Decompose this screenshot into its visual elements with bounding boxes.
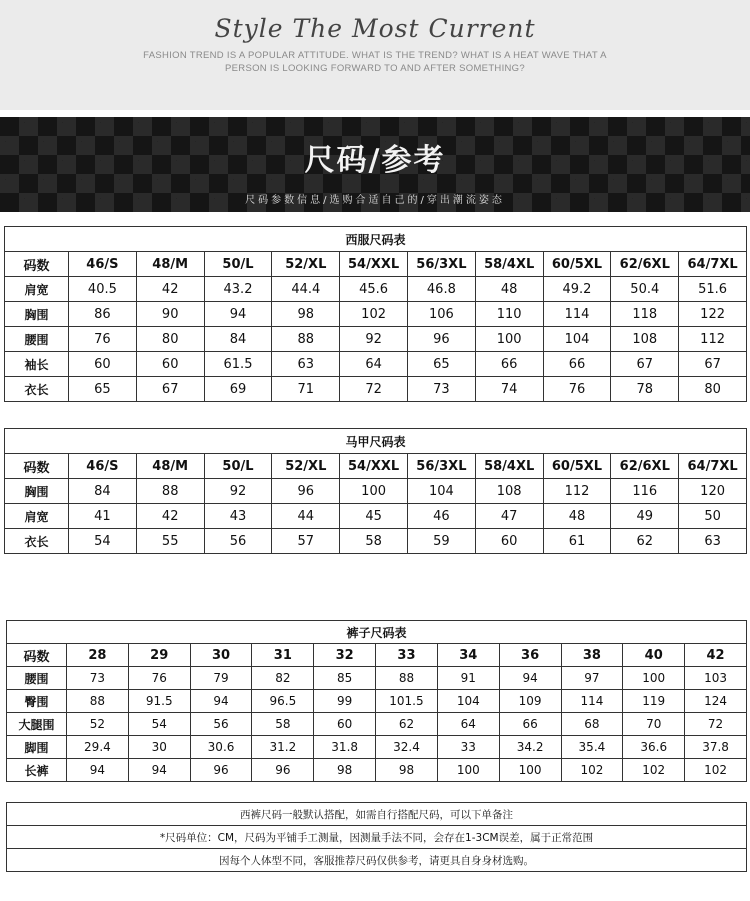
measurement-value: 102 bbox=[561, 759, 623, 782]
measurement-value: 42 bbox=[136, 504, 204, 529]
measurement-value: 84 bbox=[69, 479, 137, 504]
table-row bbox=[7, 690, 747, 713]
measurement-value: 62 bbox=[611, 529, 679, 554]
size-label-header: 码数 bbox=[5, 454, 69, 479]
measurement-value: 30 bbox=[128, 736, 190, 759]
measurement-value: 74 bbox=[475, 377, 543, 402]
measurement-value: 88 bbox=[136, 479, 204, 504]
measurement-value: 96.5 bbox=[252, 690, 314, 713]
note-text: 因每个人体型不同，客服推荐尺码仅供参考，请更具自身身材选购。 bbox=[7, 849, 747, 872]
measurement-value: 29.4 bbox=[67, 736, 129, 759]
measurement-value: 100 bbox=[499, 759, 561, 782]
measurement-label: 衣长 bbox=[5, 377, 69, 402]
measurement-value: 78 bbox=[611, 377, 679, 402]
measurement-value: 104 bbox=[543, 327, 611, 352]
size-header-cell: 48/M bbox=[136, 454, 204, 479]
size-header-cell: 64/7XL bbox=[679, 252, 747, 277]
table-row bbox=[5, 504, 747, 529]
table-row bbox=[5, 529, 747, 554]
measurement-value: 94 bbox=[67, 759, 129, 782]
measurement-value: 120 bbox=[679, 479, 747, 504]
size-header-cell: 54/XXL bbox=[340, 454, 408, 479]
measurement-label: 长裤 bbox=[7, 759, 67, 782]
measurement-value: 45 bbox=[340, 504, 408, 529]
size-header-cell: 64/7XL bbox=[679, 454, 747, 479]
measurement-value: 60 bbox=[69, 352, 137, 377]
measurement-label: 脚围 bbox=[7, 736, 67, 759]
note-text: 西裤尺码一般默认搭配，如需自行搭配尺码，可以下单备注 bbox=[7, 803, 747, 826]
script-title: Style The Most Current bbox=[214, 14, 536, 43]
measurement-value: 54 bbox=[128, 713, 190, 736]
measurement-value: 94 bbox=[128, 759, 190, 782]
measurement-label: 大腿围 bbox=[7, 713, 67, 736]
measurement-value: 72 bbox=[340, 377, 408, 402]
measurement-value: 114 bbox=[561, 690, 623, 713]
measurement-value: 60 bbox=[314, 713, 376, 736]
measurement-label: 胸围 bbox=[5, 302, 69, 327]
table-row bbox=[7, 713, 747, 736]
measurement-value: 101.5 bbox=[376, 690, 438, 713]
table-row bbox=[7, 736, 747, 759]
size-header-cell: 46/S bbox=[69, 454, 137, 479]
measurement-value: 35.4 bbox=[561, 736, 623, 759]
measurement-value: 98 bbox=[272, 302, 340, 327]
measurement-value: 58 bbox=[252, 713, 314, 736]
measurement-value: 59 bbox=[407, 529, 475, 554]
size-header-cell: 28 bbox=[67, 644, 129, 667]
size-label-header: 码数 bbox=[5, 252, 69, 277]
size-header-cell: 34 bbox=[437, 644, 499, 667]
table-row bbox=[5, 277, 747, 302]
measurement-value: 65 bbox=[407, 352, 475, 377]
measurement-value: 102 bbox=[623, 759, 685, 782]
measurement-value: 80 bbox=[136, 327, 204, 352]
measurement-value: 41 bbox=[69, 504, 137, 529]
measurement-value: 60 bbox=[136, 352, 204, 377]
table-row bbox=[7, 667, 747, 690]
measurement-value: 36.6 bbox=[623, 736, 685, 759]
size-header-cell: 58/4XL bbox=[475, 252, 543, 277]
measurement-value: 58 bbox=[340, 529, 408, 554]
measurement-value: 84 bbox=[204, 327, 272, 352]
measurement-label: 腰围 bbox=[5, 327, 69, 352]
measurement-value: 76 bbox=[69, 327, 137, 352]
table-row bbox=[7, 759, 747, 782]
size-header-cell: 30 bbox=[190, 644, 252, 667]
suit-size-table bbox=[4, 226, 747, 402]
measurement-value: 88 bbox=[376, 667, 438, 690]
measurement-value: 34.2 bbox=[499, 736, 561, 759]
size-header-cell: 46/S bbox=[69, 252, 137, 277]
measurement-label: 衣长 bbox=[5, 529, 69, 554]
size-header-cell: 40 bbox=[623, 644, 685, 667]
table-row bbox=[5, 302, 747, 327]
header-row bbox=[5, 252, 747, 277]
note-row bbox=[7, 849, 747, 872]
spacer-cell bbox=[7, 782, 747, 803]
measurement-value: 71 bbox=[272, 377, 340, 402]
measurement-value: 104 bbox=[437, 690, 499, 713]
measurement-label: 胸围 bbox=[5, 479, 69, 504]
measurement-value: 54 bbox=[69, 529, 137, 554]
measurement-value: 37.8 bbox=[685, 736, 747, 759]
size-header-cell: 31 bbox=[252, 644, 314, 667]
measurement-value: 60 bbox=[475, 529, 543, 554]
size-header-cell: 52/XL bbox=[272, 454, 340, 479]
measurement-value: 30.6 bbox=[190, 736, 252, 759]
measurement-value: 122 bbox=[679, 302, 747, 327]
measurement-value: 106 bbox=[407, 302, 475, 327]
measurement-value: 100 bbox=[623, 667, 685, 690]
note-text: *尺码单位：CM，尺码为平铺手工测量，因测量手法不同，会存在1-3CM误差，属于正常范围 bbox=[7, 826, 747, 849]
size-header-cell: 48/M bbox=[136, 252, 204, 277]
measurement-value: 44 bbox=[272, 504, 340, 529]
header-row bbox=[5, 454, 747, 479]
header-row bbox=[7, 644, 747, 667]
size-label-header: 码数 bbox=[7, 644, 67, 667]
measurement-value: 91 bbox=[437, 667, 499, 690]
measurement-value: 63 bbox=[272, 352, 340, 377]
measurement-value: 96 bbox=[407, 327, 475, 352]
measurement-value: 31.8 bbox=[314, 736, 376, 759]
measurement-value: 43.2 bbox=[204, 277, 272, 302]
banner-subtitle: 尺码参数信息/选购合适自己的/穿出潮流姿态 bbox=[245, 195, 505, 206]
measurement-value: 86 bbox=[69, 302, 137, 327]
banner-title: 尺码/参考 bbox=[304, 143, 446, 178]
measurement-value: 85 bbox=[314, 667, 376, 690]
measurement-label: 腰围 bbox=[7, 667, 67, 690]
measurement-value: 94 bbox=[204, 302, 272, 327]
measurement-value: 100 bbox=[437, 759, 499, 782]
table-title: 裤子尺码表 bbox=[7, 621, 747, 644]
size-header-cell: 60/5XL bbox=[543, 454, 611, 479]
header-section bbox=[0, 0, 750, 110]
size-header-cell: 56/3XL bbox=[407, 454, 475, 479]
measurement-value: 103 bbox=[685, 667, 747, 690]
measurement-value: 42 bbox=[136, 277, 204, 302]
table-row bbox=[5, 352, 747, 377]
size-header-cell: 33 bbox=[376, 644, 438, 667]
measurement-value: 49.2 bbox=[543, 277, 611, 302]
size-header-cell: 50/L bbox=[204, 252, 272, 277]
measurement-label: 袖长 bbox=[5, 352, 69, 377]
measurement-value: 33 bbox=[437, 736, 499, 759]
measurement-value: 109 bbox=[499, 690, 561, 713]
measurement-value: 64 bbox=[340, 352, 408, 377]
note-row bbox=[7, 826, 747, 849]
size-header-cell: 52/XL bbox=[272, 252, 340, 277]
measurement-value: 118 bbox=[611, 302, 679, 327]
tagline-line-1: FASHION TREND IS A POPULAR ATTITUDE. WHAT IS THE TREND? WHAT IS A HEAT WAVE THAT A bbox=[143, 50, 607, 61]
measurement-value: 96 bbox=[272, 479, 340, 504]
size-header-cell: 60/5XL bbox=[543, 252, 611, 277]
measurement-label: 肩宽 bbox=[5, 277, 69, 302]
size-header-cell: 62/6XL bbox=[611, 454, 679, 479]
table-title: 西服尺码表 bbox=[5, 227, 747, 252]
measurement-value: 31.2 bbox=[252, 736, 314, 759]
measurement-value: 67 bbox=[136, 377, 204, 402]
measurement-value: 63 bbox=[679, 529, 747, 554]
measurement-value: 104 bbox=[407, 479, 475, 504]
measurement-value: 46 bbox=[407, 504, 475, 529]
size-header-cell: 42 bbox=[685, 644, 747, 667]
measurement-value: 88 bbox=[272, 327, 340, 352]
measurement-label: 臀围 bbox=[7, 690, 67, 713]
measurement-value: 90 bbox=[136, 302, 204, 327]
measurement-value: 48 bbox=[543, 504, 611, 529]
measurement-value: 96 bbox=[252, 759, 314, 782]
table-title: 马甲尺码表 bbox=[5, 429, 747, 454]
measurement-value: 48 bbox=[475, 277, 543, 302]
measurement-value: 94 bbox=[499, 667, 561, 690]
pants-size-table bbox=[6, 620, 747, 872]
measurement-value: 47 bbox=[475, 504, 543, 529]
measurement-value: 61 bbox=[543, 529, 611, 554]
measurement-value: 110 bbox=[475, 302, 543, 327]
measurement-value: 70 bbox=[623, 713, 685, 736]
measurement-value: 55 bbox=[136, 529, 204, 554]
measurement-value: 108 bbox=[611, 327, 679, 352]
measurement-value: 68 bbox=[561, 713, 623, 736]
measurement-value: 102 bbox=[685, 759, 747, 782]
measurement-value: 116 bbox=[611, 479, 679, 504]
size-header-cell: 29 bbox=[128, 644, 190, 667]
table-row bbox=[5, 327, 747, 352]
measurement-value: 73 bbox=[407, 377, 475, 402]
measurement-value: 92 bbox=[204, 479, 272, 504]
measurement-value: 73 bbox=[67, 667, 129, 690]
measurement-value: 76 bbox=[543, 377, 611, 402]
measurement-value: 67 bbox=[611, 352, 679, 377]
size-header-cell: 32 bbox=[314, 644, 376, 667]
measurement-value: 43 bbox=[204, 504, 272, 529]
measurement-value: 62 bbox=[376, 713, 438, 736]
measurement-value: 112 bbox=[543, 479, 611, 504]
size-header-cell: 36 bbox=[499, 644, 561, 667]
measurement-value: 100 bbox=[475, 327, 543, 352]
measurement-value: 100 bbox=[340, 479, 408, 504]
measurement-value: 114 bbox=[543, 302, 611, 327]
measurement-value: 45.6 bbox=[340, 277, 408, 302]
measurement-value: 50 bbox=[679, 504, 747, 529]
size-header-cell: 54/XXL bbox=[340, 252, 408, 277]
measurement-value: 52 bbox=[67, 713, 129, 736]
measurement-value: 112 bbox=[679, 327, 747, 352]
tagline-line-2: PERSON IS LOOKING FORWARD TO AND AFTER SOMETHING? bbox=[225, 63, 525, 74]
measurement-value: 66 bbox=[475, 352, 543, 377]
table-row bbox=[5, 377, 747, 402]
measurement-value: 57 bbox=[272, 529, 340, 554]
measurement-value: 102 bbox=[340, 302, 408, 327]
measurement-value: 67 bbox=[679, 352, 747, 377]
measurement-value: 56 bbox=[190, 713, 252, 736]
measurement-value: 51.6 bbox=[679, 277, 747, 302]
size-header-cell: 38 bbox=[561, 644, 623, 667]
measurement-value: 82 bbox=[252, 667, 314, 690]
measurement-value: 56 bbox=[204, 529, 272, 554]
measurement-value: 124 bbox=[685, 690, 747, 713]
measurement-value: 46.8 bbox=[407, 277, 475, 302]
measurement-value: 65 bbox=[69, 377, 137, 402]
measurement-value: 69 bbox=[204, 377, 272, 402]
measurement-value: 80 bbox=[679, 377, 747, 402]
measurement-value: 44.4 bbox=[272, 277, 340, 302]
table-row bbox=[5, 479, 747, 504]
measurement-value: 94 bbox=[190, 690, 252, 713]
measurement-value: 88 bbox=[67, 690, 129, 713]
measurement-value: 108 bbox=[475, 479, 543, 504]
measurement-value: 98 bbox=[376, 759, 438, 782]
measurement-value: 91.5 bbox=[128, 690, 190, 713]
measurement-value: 61.5 bbox=[204, 352, 272, 377]
vest-size-table bbox=[4, 428, 747, 554]
measurement-value: 72 bbox=[685, 713, 747, 736]
measurement-value: 76 bbox=[128, 667, 190, 690]
note-row bbox=[7, 803, 747, 826]
spacer-row bbox=[7, 782, 747, 803]
size-reference-banner bbox=[0, 117, 750, 212]
measurement-value: 66 bbox=[499, 713, 561, 736]
measurement-value: 99 bbox=[314, 690, 376, 713]
size-header-cell: 56/3XL bbox=[407, 252, 475, 277]
measurement-value: 97 bbox=[561, 667, 623, 690]
measurement-value: 40.5 bbox=[69, 277, 137, 302]
measurement-value: 98 bbox=[314, 759, 376, 782]
measurement-value: 64 bbox=[437, 713, 499, 736]
measurement-value: 79 bbox=[190, 667, 252, 690]
measurement-value: 50.4 bbox=[611, 277, 679, 302]
measurement-value: 49 bbox=[611, 504, 679, 529]
size-header-cell: 50/L bbox=[204, 454, 272, 479]
size-header-cell: 58/4XL bbox=[475, 454, 543, 479]
measurement-value: 66 bbox=[543, 352, 611, 377]
measurement-value: 96 bbox=[190, 759, 252, 782]
measurement-value: 119 bbox=[623, 690, 685, 713]
measurement-label: 肩宽 bbox=[5, 504, 69, 529]
measurement-value: 92 bbox=[340, 327, 408, 352]
measurement-value: 32.4 bbox=[376, 736, 438, 759]
size-header-cell: 62/6XL bbox=[611, 252, 679, 277]
